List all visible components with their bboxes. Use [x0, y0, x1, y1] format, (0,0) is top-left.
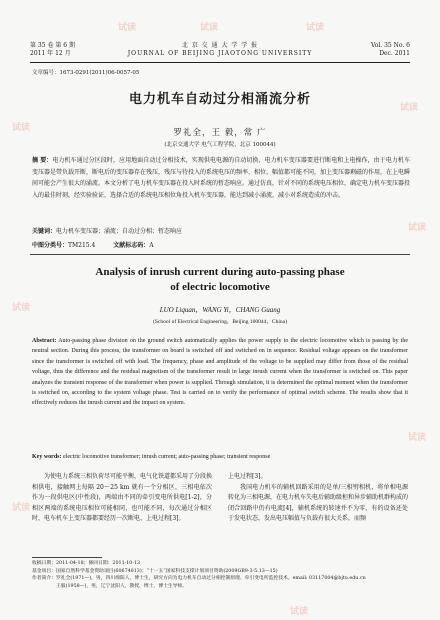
- header-rule: [30, 62, 410, 63]
- title-cn: 电力机车自动过分相涌流分析: [128, 92, 311, 107]
- watermark-stamp: 试读: [12, 303, 31, 313]
- footnote-received: 收稿日期：2011-04-18；修回日期：2011-10-13: [32, 561, 141, 566]
- watermark-stamp: 试读: [408, 223, 427, 233]
- keywords-en-label: Key words:: [32, 454, 62, 460]
- watermark-stamp: 试读: [200, 23, 219, 33]
- doc-code-label: 文献标志码：: [113, 242, 150, 249]
- abstract-cn-text: 电力机车通过分区段时，应用地面自动过分相技术，实现供电电源的自动切换，电力机车变压器要进行断电和上电操作，由于电力机车变压器是带负载开断，断电后的变压器存在残压，残压与待投入的系统电压的频率、相位、幅值都可能不同，加上变压器剩磁的作用，在上电瞬间可能会产生很大的涌流。本文分析了电力机车变压器在投入时系统的暂态响应。通过仿真，针对不同的系统电压相位，确定电力机车变压器投入的最佳时刻，经实验验证，选择合适的系统电压相位角投入机车变压器，能达到减小涌流，减小对系统造成的冲击。: [32, 157, 411, 199]
- body-column-left: [32, 472, 212, 525]
- journal-name-cn: 北 京 交 通 大 学 学 报: [181, 42, 259, 49]
- title-en: [0, 265, 440, 295]
- footnote-author2: 王毅(1958—)，男，辽宁沈阳人，教授，博士，博士生导师。: [56, 583, 188, 589]
- watermark-stamp: 试读: [12, 503, 31, 513]
- keywords-en: [32, 452, 408, 462]
- date-en: Dec. 2011: [379, 50, 410, 57]
- journal-name-en: JOURNAL OF BEIJING JIAOTONG UNIVERSITY: [127, 50, 313, 57]
- watermark-stamp: 试读: [12, 123, 31, 133]
- authors-cn: 罗礼全，王 毅，常 广: [173, 128, 267, 138]
- abstract-cn: [32, 155, 410, 201]
- section-rule: [30, 254, 410, 255]
- footnote-rule: [32, 557, 102, 558]
- doc-code-value: A: [149, 242, 154, 249]
- watermark-stamp: 试读: [306, 23, 325, 33]
- clc-code: [32, 242, 95, 249]
- date-cn: 2011 年 12 月: [30, 50, 71, 57]
- clc-label: 中图分类号：: [32, 242, 69, 249]
- volume-issue-cn: 第 35 卷 第 6 期: [30, 42, 75, 49]
- keywords-cn: [32, 227, 410, 237]
- affiliation-cn: (北京交通大学 电气工程学院，北京 100044): [164, 142, 276, 148]
- watermark-stamp: 试读: [290, 607, 309, 617]
- watermark-stamp: 试读: [400, 103, 419, 113]
- footnote-funding: 基金项目：国家自然科学基金资助项目(60674013)；“十一五”国家科技支撑计划项目资助(2009GB9-3-5.13—15): [32, 568, 278, 574]
- watermark-stamp: 试读: [408, 433, 427, 443]
- article-number: 文章编号：1673-0291(2011)06-0057-05: [32, 70, 140, 76]
- authors-en: LUO Liquan，WANG Yi，CHANG Guang: [159, 306, 281, 314]
- journal-name: [30, 42, 410, 58]
- affiliation-en: (School of Electrical Engineering，Beijing 100044，China): [153, 319, 287, 325]
- abstract-en-label: Abstract:: [32, 338, 57, 344]
- abstract-en-text: Auto-passing phase division on the ground switch automatically applies the power supply to the electric locomotive which is passing by the neutral section. During this process, the transformer on board is switched off and switched on in sequence. Residual voltage appears on the transformer since the transformer is switched off with load. The frequency, phase and amplitude of the voltage to be supplied may differ from those of the residual voltage, thus the difference and the residual magnetism of the transformer result in large inrush current when the transformer is switched on. This paper analyzes the transient response of the transformer when power is supplied. Through simulation, it is determined the optimal moment when the transformer is switched on, according to the system voltage phase. Test is carried on to verify the performance of optimal switch scheme. The results show that it effectively reduces the inrush current and the impact on system.: [32, 338, 409, 407]
- clc-value: TM215.4: [68, 242, 96, 249]
- watermark-stamp: 试读: [118, 23, 137, 33]
- footnote-author1: 作者简介：罗礼全(1971—)，男，四川绵阳人，博士生，研究方向为电力机车自动过分相控制原理、牵引变电所监控技术。email: 03117004@bjtu.edu.cn: [32, 576, 366, 582]
- title-en-line2: of electric locomotive: [170, 281, 270, 293]
- body-column-right: [228, 472, 408, 525]
- abstract-en: [32, 336, 408, 409]
- doc-code: [113, 242, 153, 249]
- footnotes: [32, 560, 410, 590]
- keywords-cn-text: 电力机车变压器；涌流；自动过分相；暂态响应: [56, 228, 183, 235]
- keywords-en-text: electric locomotive transformer; inrush current; auto-passing phase; transient response: [63, 454, 271, 460]
- classification: [32, 240, 170, 249]
- journal-header: [30, 42, 410, 64]
- volume-issue-en: Vol. 35 No. 6: [370, 42, 410, 49]
- paragraph: 上电过程[3]。: [228, 473, 267, 480]
- title-en-line1: Analysis of inrush current during auto-passing phase: [95, 266, 345, 278]
- paragraph: 为使电力系统三相负荷尽可能平衡，电气化铁道都采用了分段换相供电，接触网上每隔 20～25 km 就有一个分相区，三相电依次作为一段供电区(中性段)，两端由不同的牵引变电所供电[1-2]，分相区两端的系统电压相位可能相同，也可能不同，每次通过分相区时，电车机车上变压器都要经历一次断电、上电过程[3]。: [32, 473, 213, 523]
- paragraph: 我国电力机车的辅机回路采用的是单/三相劈相机，将单相电源转化为三相电源，在电力机车失电后辅助级柜和异步辅助机群构成的闭合回路中仍有电流[4]，辅机系统的转速并不为零，有的设备还处于发电状态，发出电压幅值与负载有很大关系，而频: [228, 483, 409, 523]
- keywords-cn-label: 关键词：: [32, 228, 57, 235]
- issue-info-en: [371, 42, 410, 58]
- abstract-cn-label: 摘 要：: [32, 157, 53, 164]
